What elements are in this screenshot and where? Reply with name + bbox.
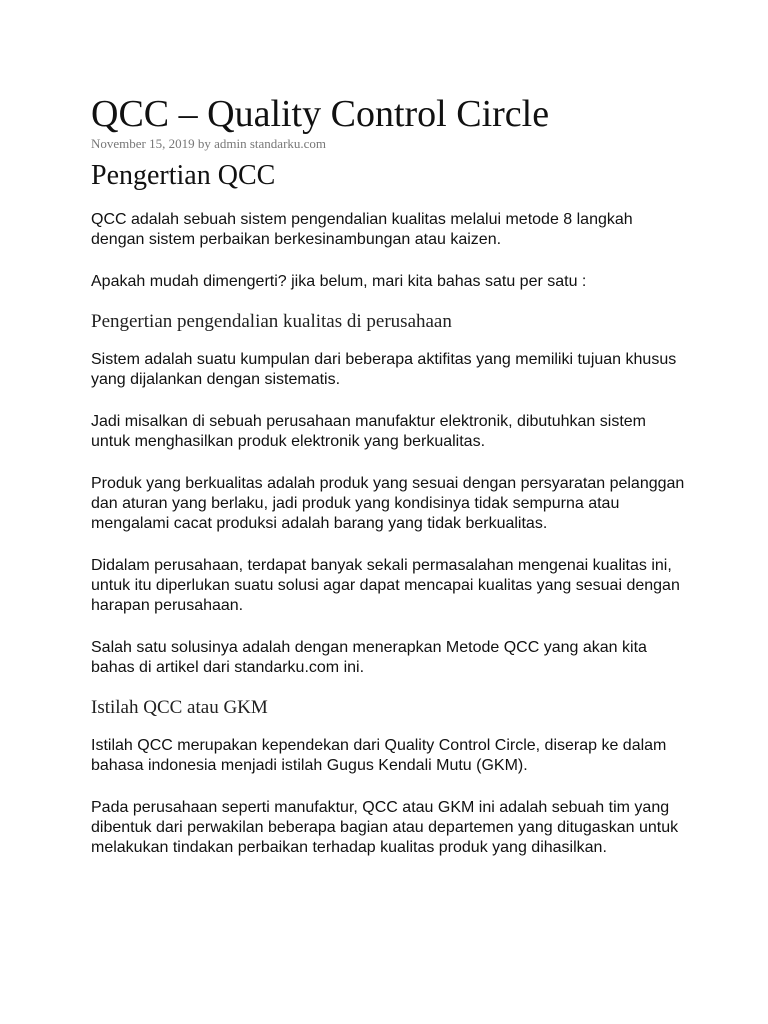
section-heading-pengertian-qcc: Pengertian QCC xyxy=(91,160,276,191)
paragraph: Pada perusahaan seperti manufaktur, QCC atau GKM ini adalah sebuah tim yang dibentuk dari perwakilan beberapa bagian atau departemen yang ditugaskan untuk melakukan tindakan perbaikan terhadap kualitas produk yang dihasilkan. xyxy=(91,799,679,856)
section-heading-istilah-qcc: Istilah QCC atau GKM xyxy=(91,697,268,718)
paragraph: QCC adalah sebuah sistem pengendalian kualitas melalui metode 8 langkah dengan sistem perbaikan berkesinambungan atau kaizen. xyxy=(91,211,633,248)
paragraph: Didalam perusahaan, terdapat banyak sekali permasalahan mengenai kualitas ini, untuk itu diperlukan suatu solusi agar dapat mencapai kualitas yang sesuai dengan harapan perusahaan. xyxy=(91,557,680,614)
section-heading-pengendalian-kualitas: Pengertian pengendalian kualitas di perusahaan xyxy=(91,311,452,332)
article-title: QCC – Quality Control Circle xyxy=(91,93,550,135)
article-by: by xyxy=(197,136,211,151)
article-meta xyxy=(91,136,688,152)
paragraph: Salah satu solusinya adalah dengan menerapkan Metode QCC yang akan kita bahas di artikel dari standarku.com ini. xyxy=(91,639,647,676)
paragraph: Jadi misalkan di sebuah perusahaan manufaktur elektronik, dibutuhkan sistem untuk menghasilkan produk elektronik yang berkualitas. xyxy=(91,413,646,450)
paragraph: Sistem adalah suatu kumpulan dari beberapa aktifitas yang memiliki tujuan khusus yang dijalankan dengan sistematis. xyxy=(91,351,677,388)
paragraph: Produk yang berkualitas adalah produk yang sesuai dengan persyaratan pelanggan dan aturan yang berlaku, jadi produk yang kondisinya tidak sempurna atau mengalami cacat produksi adalah barang yang tidak berkualitas. xyxy=(91,475,685,532)
article-date: November 15, 2019 xyxy=(91,136,195,151)
paragraph: Istilah QCC merupakan kependekan dari Quality Control Circle, diserap ke dalam bahasa indonesia menjadi istilah Gugus Kendali Mutu (GKM). xyxy=(91,737,667,774)
article-author: admin standarku.com xyxy=(214,136,327,151)
paragraph: Apakah mudah dimengerti? jika belum, mari kita bahas satu per satu : xyxy=(91,273,587,290)
